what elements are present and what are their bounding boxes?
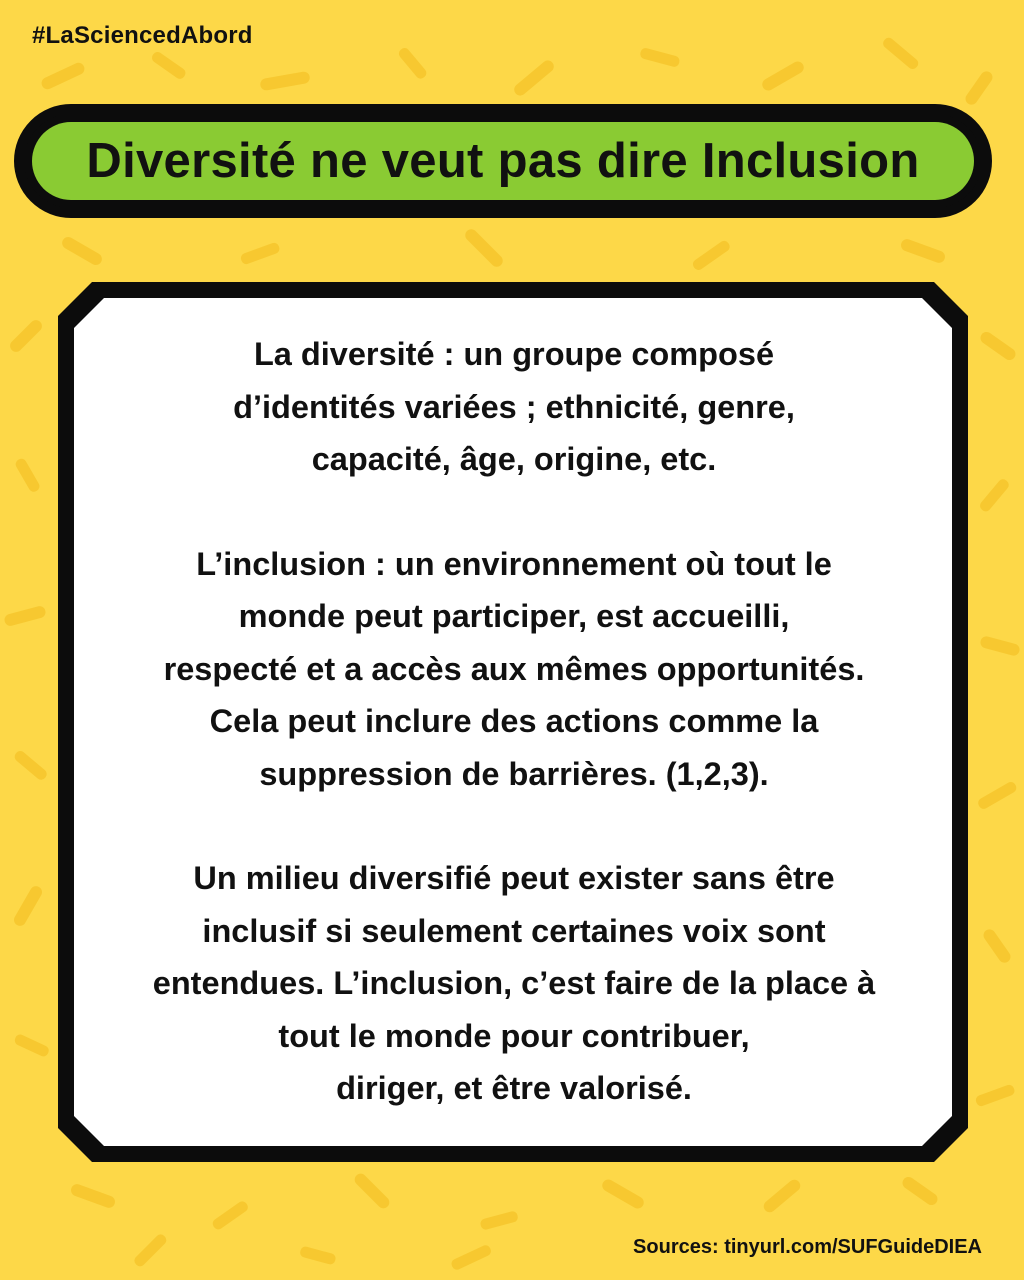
text-line: respecté et a accès aux mêmes opportunités.	[163, 650, 865, 687]
text-line: monde peut participer, est accueilli,	[238, 598, 790, 634]
definition-inclusion	[100, 538, 928, 801]
text-line: entendues. L’inclusion, c’est faire de la place à	[152, 965, 876, 1001]
title-banner	[14, 104, 992, 218]
text-line: inclusif si seulement certaines voix sont	[202, 912, 826, 949]
title-banner-fill	[32, 122, 974, 200]
text-line: suppression de barrières. (1,2,3).	[259, 755, 769, 792]
text-line: capacité, âge, origine, etc.	[311, 441, 717, 477]
text-line: tout le monde pour contribuer,	[278, 1017, 750, 1054]
text-line: diriger, et être valorisé.	[336, 1070, 692, 1106]
page-title: Diversité ne veut pas dire Inclusion	[86, 134, 920, 188]
sources-credit: Sources: tinyurl.com/SUFGuideDIEA	[633, 1236, 982, 1258]
text-line: d’identités variées ; ethnicité, genre,	[233, 388, 795, 425]
text-line: Un milieu diversifié peut exister sans être	[193, 860, 835, 896]
definition-diversity	[100, 328, 928, 486]
card-text	[100, 328, 928, 1115]
text-line: L’inclusion : un environnement où tout le	[196, 545, 832, 582]
hashtag: #LaSciencedAbord	[32, 22, 253, 49]
text-line: La diversité : un groupe composé	[253, 336, 775, 372]
conclusion	[100, 852, 928, 1115]
text-line: Cela peut inclure des actions comme la	[209, 703, 819, 739]
